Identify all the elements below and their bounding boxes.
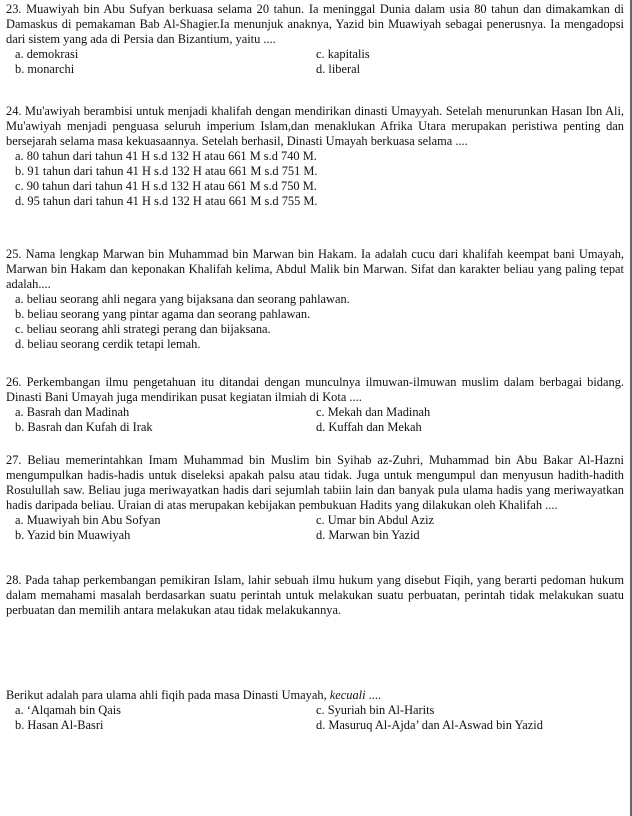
question-23 xyxy=(6,2,624,77)
question-26-option-d[interactable]: d. Kuffah dan Mekah xyxy=(316,420,422,434)
question-28-option-b[interactable]: b. Hasan Al-Basri xyxy=(15,718,104,732)
question-24-option-c[interactable]: c. 90 tahun dari tahun 41 H s.d 132 H atau 661 M s.d 750 M. xyxy=(15,179,317,193)
question-25 xyxy=(6,247,624,352)
question-24 xyxy=(6,104,624,209)
question-27-option-d[interactable]: d. Marwan bin Yazid xyxy=(316,528,420,542)
question-27-option-c[interactable]: c. Umar bin Abdul Aziz xyxy=(316,513,435,527)
question-28-stem: 28. Pada tahap perkembangan pemikiran Islam, lahir sebuah ilmu hukum yang disebut Fiqih, yang berarti pedoman hukum dalam memahami masalah berdasarkan suatu perintah untuk melakukan suatu perbuatan, perintah tidak melakukan suatu perbuatan dan memilih antara melakukan atau tidak melakukannya. xyxy=(6,573,624,617)
question-23-option-c[interactable]: c. kapitalis xyxy=(316,47,370,61)
question-26-stem: 26. Perkembangan ilmu pengetahuan itu ditandai dengan munculnya ilmuwan-ilmuwan muslim dalam berbagai bidang. Dinasti Bani Umayah juga mendirikan pusat kegiatan ilmiah di Kota .... xyxy=(6,375,624,404)
question-26-option-a[interactable]: a. Basrah dan Madinah xyxy=(15,405,130,419)
question-24-option-d[interactable]: d. 95 tahun dari tahun 41 H s.d 132 H atau 661 M s.d 755 M. xyxy=(15,194,318,208)
answer-blank-space xyxy=(6,618,624,688)
question-23-options-row-1 xyxy=(6,47,624,62)
question-27 xyxy=(6,453,624,543)
question-26-options-row-2 xyxy=(6,420,624,435)
question-26-option-b[interactable]: b. Basrah dan Kufah di Irak xyxy=(15,420,153,434)
question-27-option-a[interactable]: a. Muawiyah bin Abu Sofyan xyxy=(15,513,161,527)
question-26-option-c[interactable]: c. Mekah dan Madinah xyxy=(316,405,431,419)
question-28 xyxy=(6,573,624,733)
question-25-option-a[interactable]: a. beliau seorang ahli negara yang bijaksana dan seorang pahlawan. xyxy=(15,292,350,306)
question-26 xyxy=(6,375,624,435)
question-24-stem: 24. Mu'awiyah berambisi untuk menjadi khalifah dengan mendirikan dinasti Umayyah. Setelah menurunkan Hasan Ibn Ali, Mu'awiyah menjadi penguasa seluruh imperium Islam,dan menaklukan Afrika Utara merupakan peristiwa penting dan bersejarah selama masa kekuasaannya. Setelah berhasil, Dinasti Umayah berkuasa selama .... xyxy=(6,104,624,148)
question-23-option-a[interactable]: a. demokrasi xyxy=(15,47,79,61)
question-27-option-b[interactable]: b. Yazid bin Muawiyah xyxy=(15,528,131,542)
question-24-option-a[interactable]: a. 80 tahun dari tahun 41 H s.d 132 H atau 661 M s.d 740 M. xyxy=(15,149,317,163)
question-28-lead-text: Berikut adalah para ulama ahli fiqih pada masa Dinasti Umayah, xyxy=(6,688,327,702)
question-28-lead-except: kecuali xyxy=(329,688,366,702)
question-25-option-d[interactable]: d. beliau seorang cerdik tetapi lemah. xyxy=(15,337,201,351)
question-28-options-row-2 xyxy=(6,718,624,733)
question-27-stem: 27. Beliau memerintahkan Imam Muhammad bin Muslim bin Syihab az-Zuhri, Muhammad bin Abu Bakar Al-Hazni mengumpulkan hadis-hadis untuk diseleksi apakah palsu atau tidak. Juga untuk mengumpul dan menyusun hadith-hadith Rosulullah saw. Beliau juga meriwayatkan hadis dari sejumlah tabiin lain dan banyak pula ulama hadis yang meriwayatkan hadis daripada beliau. Uraian di atas merupakan kebijakan pembukuan Hadits yang dilakukan oleh Khalifah .... xyxy=(6,453,624,512)
question-24-option-b[interactable]: b. 91 tahun dari tahun 41 H s.d 132 H atau 661 M s.d 751 M. xyxy=(15,164,318,178)
question-23-option-b[interactable]: b. monarchi xyxy=(15,62,75,76)
question-27-options-row-1 xyxy=(6,513,624,528)
question-23-options-row-2 xyxy=(6,62,624,77)
question-28-lead xyxy=(6,688,624,703)
question-28-options-row-1 xyxy=(6,703,624,718)
question-26-options-row-1 xyxy=(6,405,624,420)
question-25-option-b[interactable]: b. beliau seorang yang pintar agama dan seorang pahlawan. xyxy=(15,307,311,321)
question-23-option-d[interactable]: d. liberal xyxy=(316,62,361,76)
question-27-options-row-2 xyxy=(6,528,624,543)
question-28-option-d[interactable]: d. Masuruq Al-Ajda’ dan Al-Aswad bin Yazid xyxy=(316,718,543,732)
question-28-option-a[interactable]: a. ‘Alqamah bin Qais xyxy=(15,703,121,717)
question-28-lead-ellipsis: .... xyxy=(368,688,382,702)
question-25-option-c[interactable]: c. beliau seorang ahli strategi perang dan bijaksana. xyxy=(15,322,271,336)
question-23-stem: 23. Muawiyah bin Abu Sufyan berkuasa selama 20 tahun. Ia meninggal Dunia dalam usia 80 tahun dan dimakamkan di Damaskus di pemakaman Bab Al-Shagier.Ia menunjuk anaknya, Yazid bin Muawiyah sebagai penerusnya. Ia mengadopsi dari sistem yang ada di Persia dan Bizantium, yaitu .... xyxy=(6,2,624,46)
question-25-stem: 25. Nama lengkap Marwan bin Muhammad bin Marwan bin Hakam. Ia adalah cucu dari khalifah keempat bani Umayah, Marwan bin Hakam dan keponakan Khalifah kelima, Abdul Malik bin Marwan. Sifat dan karakter beliau yang paling tepat adalah.... xyxy=(6,247,624,291)
question-28-option-c[interactable]: c. Syuriah bin Al-Harits xyxy=(316,703,435,717)
